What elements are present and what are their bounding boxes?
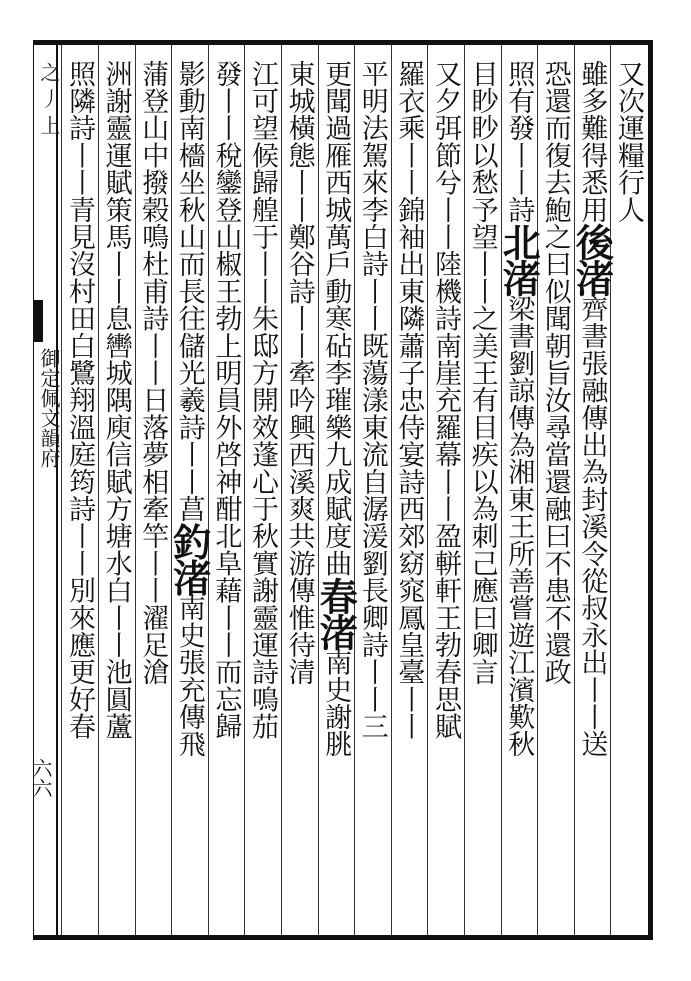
column-text: 南史謝朓	[320, 648, 352, 758]
column-text: 恐還而復去鮑	[539, 60, 571, 224]
inner-left-rule	[56, 40, 58, 940]
text-column	[356, 60, 388, 740]
column-text: 雖多難得悉用	[576, 60, 608, 224]
column-text: 發丨丨稅鑾登山椒王勃上明員外啓神酣北阜藉丨丨而忘歸	[210, 60, 242, 740]
page-number: 六六	[29, 758, 53, 798]
text-column	[429, 60, 461, 740]
column-text: 平明法駕來李白詩丨丨既蕩漾東流自潺湲劉長卿詩丨丨三	[356, 60, 388, 740]
text-column	[569, 60, 615, 758]
column-text: 南史張充傳飛	[173, 594, 205, 758]
right-border	[648, 40, 653, 940]
column-text: 目眇眇以愁予	[466, 60, 498, 224]
bottom-border	[33, 935, 653, 940]
text-column	[209, 60, 241, 740]
entry-heading: 後渚	[569, 223, 615, 296]
column-text: 照有發丨丨詩	[503, 60, 535, 224]
text-column	[246, 60, 278, 740]
text-column	[283, 60, 315, 686]
column-text: 竿丨丨濯足滄	[137, 522, 169, 686]
text-column	[612, 60, 644, 223]
text-column	[166, 60, 212, 758]
column-text: 齊書張融傳出為封溪令從叔永出丨丨送	[576, 295, 608, 758]
column-text: 洲謝靈運賦策馬丨丨息轡城隅庾信賦方塘水白丨丨池圓蘆	[100, 60, 132, 740]
column-text: 更聞過雁西城萬戶動寒砧李璀樂九成賦度曲	[320, 60, 352, 577]
column-text: 影動南檣坐秋山而長往儲光羲詩丨丨菖	[173, 60, 205, 523]
text-column	[136, 60, 168, 686]
outer-left-rule	[33, 40, 34, 940]
entry-heading: 北渚	[496, 223, 542, 296]
column-text: 之曰似聞朝旨汝尋當還融曰不患不還政	[539, 223, 571, 686]
text-column	[466, 60, 498, 686]
book-title: 御定佩文韻府	[37, 348, 61, 468]
column-text: 東城橫態丨丨鄭谷詩丨丨牽吟興西溪爽共游	[283, 60, 315, 577]
column-text: 照隣詩丨丨青見沒村田白鷺翔溫庭筠詩丨丨別來應更好春	[64, 60, 95, 740]
text-column	[496, 60, 542, 758]
text-column	[392, 60, 424, 740]
column-text: 梁書劉諒傳為湘東王所善嘗遊江濱歎秋	[503, 295, 535, 758]
entry-heading: 釣渚	[166, 522, 212, 595]
text-column	[63, 60, 95, 740]
text-column	[100, 60, 132, 740]
column-text: 又次運糧行人	[613, 60, 644, 224]
text-column	[313, 60, 359, 758]
column-text: 傳惟待清	[283, 576, 315, 686]
column-text: 蒲登山中撥榖鳴杜甫詩丨丨日落夢相牽	[137, 60, 169, 523]
margin-fragment: 之 丿 上	[37, 62, 61, 135]
column-text: 羅衣乘丨丨錦袖出東隣蕭子忠侍宴詩西郊窈窕鳳皇臺丨丨	[393, 60, 425, 740]
text-column	[539, 60, 571, 686]
column-text: 望丨丨之美王有目疾以為刺己應曰卿言	[466, 223, 498, 686]
top-border	[33, 40, 653, 45]
fish-tail-mark	[33, 300, 43, 342]
entry-heading: 春渚	[313, 576, 359, 649]
column-text: 又夕弭節兮丨丨陸機詩南崖充羅幕丨丨盈軿軒王勃春思賦	[430, 60, 461, 740]
column-text: 江可望候歸艎于丨丨朱邸方開效蓬心于秋實謝靈運詩鳴茄	[247, 60, 278, 740]
